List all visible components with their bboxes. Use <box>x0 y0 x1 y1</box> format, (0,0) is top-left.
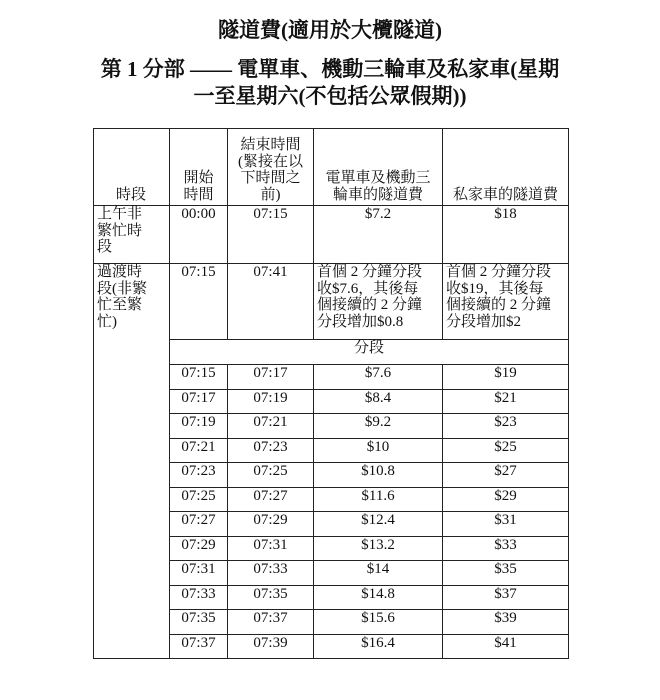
segment-private-car-fee: $41 <box>443 634 569 659</box>
segment-start: 07:35 <box>170 610 228 635</box>
segment-end: 07:35 <box>228 585 314 610</box>
segment-private-car-fee: $23 <box>443 414 569 439</box>
header-private-car-fee: 私家車的隧道費 <box>443 129 569 206</box>
subtitle-line-1: 第 1 分部 —— 電單車、機動三輪車及私家車(星期 <box>100 57 560 81</box>
segment-private-car-fee: $33 <box>443 536 569 561</box>
transition-motorcycle-desc: 首個 2 分鐘分段 收$7.6，其後每 個接續的 2 分鐘 分段增加$0.8 <box>314 264 443 340</box>
segment-motorcycle-fee: $9.2 <box>314 414 443 439</box>
subtitle-line-2: 一至星期六(不包括公眾假期)) <box>193 84 467 108</box>
segment-end: 07:33 <box>228 561 314 586</box>
header-row <box>94 129 569 206</box>
table-row-offpeak <box>94 206 569 264</box>
segment-start: 07:21 <box>170 438 228 463</box>
segment-motorcycle-fee: $7.6 <box>314 365 443 390</box>
header-period: 時段 <box>94 129 170 206</box>
segment-motorcycle-fee: $14 <box>314 561 443 586</box>
segment-motorcycle-fee: $14.8 <box>314 585 443 610</box>
segment-start: 07:33 <box>170 585 228 610</box>
segment-start: 07:29 <box>170 536 228 561</box>
segment-motorcycle-fee: $10.8 <box>314 463 443 488</box>
header-start-time: 開始 時間 <box>170 129 228 206</box>
offpeak-motorcycle-fee: $7.2 <box>314 206 443 264</box>
header-motorcycle-fee: 電單車及機動三 輪車的隧道費 <box>314 129 443 206</box>
segment-motorcycle-fee: $13.2 <box>314 536 443 561</box>
period-offpeak: 上午非 繁忙時 段 <box>94 206 170 264</box>
segment-private-car-fee: $29 <box>443 487 569 512</box>
segment-start: 07:27 <box>170 512 228 537</box>
offpeak-private-car-fee: $18 <box>443 206 569 264</box>
segment-end: 07:19 <box>228 389 314 414</box>
segment-start: 07:23 <box>170 463 228 488</box>
segment-start: 07:31 <box>170 561 228 586</box>
segment-end: 07:29 <box>228 512 314 537</box>
transition-end: 07:41 <box>228 264 314 340</box>
segment-private-car-fee: $35 <box>443 561 569 586</box>
toll-table <box>93 128 569 659</box>
segment-motorcycle-fee: $10 <box>314 438 443 463</box>
segment-motorcycle-fee: $11.6 <box>314 487 443 512</box>
segment-end: 07:31 <box>228 536 314 561</box>
offpeak-start: 00:00 <box>170 206 228 264</box>
segment-end: 07:21 <box>228 414 314 439</box>
segment-label: 分段 <box>170 340 569 365</box>
offpeak-end: 07:15 <box>228 206 314 264</box>
segment-private-car-fee: $21 <box>443 389 569 414</box>
segment-start: 07:37 <box>170 634 228 659</box>
document-title: 隧道費(適用於大欖隧道) <box>218 18 442 42</box>
segment-private-car-fee: $25 <box>443 438 569 463</box>
segment-start: 07:17 <box>170 389 228 414</box>
segment-end: 07:27 <box>228 487 314 512</box>
segment-end: 07:25 <box>228 463 314 488</box>
section-subtitle <box>90 56 570 110</box>
segment-private-car-fee: $31 <box>443 512 569 537</box>
segment-start: 07:25 <box>170 487 228 512</box>
segment-motorcycle-fee: $8.4 <box>314 389 443 414</box>
segment-end: 07:17 <box>228 365 314 390</box>
segment-motorcycle-fee: $12.4 <box>314 512 443 537</box>
segment-private-car-fee: $27 <box>443 463 569 488</box>
header-end-time: 結束時間 (緊接在以 下時間之 前) <box>228 129 314 206</box>
segment-private-car-fee: $39 <box>443 610 569 635</box>
period-transition: 過渡時 段(非繁 忙至繁 忙) <box>94 264 170 659</box>
segment-end: 07:23 <box>228 438 314 463</box>
segment-motorcycle-fee: $16.4 <box>314 634 443 659</box>
segment-start: 07:19 <box>170 414 228 439</box>
segment-end: 07:39 <box>228 634 314 659</box>
transition-private-car-desc: 首個 2 分鐘分段 收$19，其後每 個接續的 2 分鐘 分段增加$2 <box>443 264 569 340</box>
transition-start: 07:15 <box>170 264 228 340</box>
segment-start: 07:15 <box>170 365 228 390</box>
segment-end: 07:37 <box>228 610 314 635</box>
table-row-transition <box>94 264 569 340</box>
segment-private-car-fee: $19 <box>443 365 569 390</box>
segment-private-car-fee: $37 <box>443 585 569 610</box>
segment-motorcycle-fee: $15.6 <box>314 610 443 635</box>
